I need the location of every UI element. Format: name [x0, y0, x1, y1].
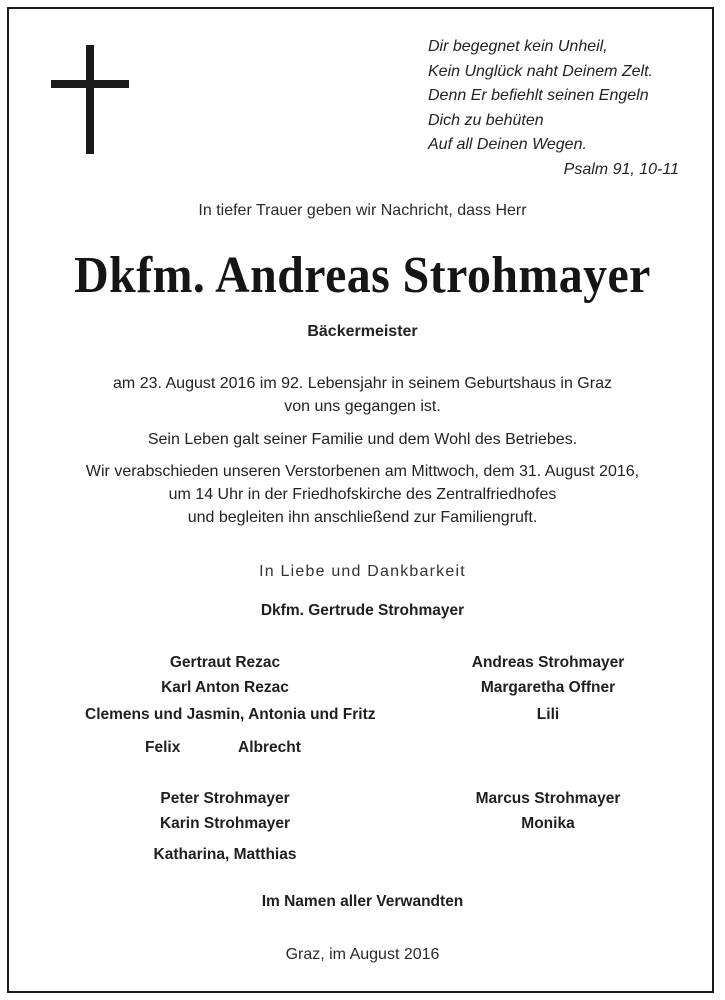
- mourner-name: Marcus Strohmayer: [475, 790, 621, 807]
- mourner-name: Karin Strohmayer: [159, 815, 291, 832]
- mourner-group-left-1: [85, 650, 365, 700]
- mourner-group-right-2: [408, 786, 688, 836]
- widow-name: Dkfm. Gertrude Strohmayer: [260, 602, 465, 619]
- place-date: Graz, im August 2016: [285, 946, 440, 963]
- intro-text: In tiefer Trauer geben wir Nachricht, dass Herr: [198, 202, 527, 219]
- mourner-name: Karl Anton Rezac: [161, 679, 289, 696]
- death-announcement: [0, 372, 725, 418]
- poem-line-3: Denn Er befiehlt seinen Engeln: [428, 87, 649, 104]
- grandchildren-names: Clemens und Jasmin, Antonia und Fritz: [85, 706, 376, 723]
- funeral-line-2: um 14 Uhr in der Friedhofskirche des Zentralfriedhofes: [168, 486, 557, 503]
- poem-line-2: Kein Unglück naht Deinem Zelt.: [428, 62, 653, 80]
- death-line-1: am 23. August 2016 im 92. Lebensjahr in seinem Geburtshaus in Graz: [113, 375, 612, 392]
- mourner-name: Margaretha Offner: [480, 679, 616, 696]
- mourner-group-right-1: [408, 650, 688, 700]
- mourner-name: Monika: [521, 815, 575, 832]
- funeral-line-1: Wir verabschieden unseren Verstorbenen am Mittwoch, dem 31. August 2016,: [85, 463, 640, 480]
- poem-line-5: Auf all Deinen Wegen.: [428, 136, 587, 153]
- grandchildren-left-2: Katharina, Matthias: [153, 846, 297, 863]
- relatives-line: Im Namen aller Verwandten: [261, 893, 464, 910]
- closing-phrase: In Liebe und Dankbarkeit: [259, 563, 466, 580]
- grandchild-right-1: Lili: [536, 706, 560, 723]
- mourner-name: Gertraut Rezac: [169, 654, 281, 671]
- poem-line-1: Dir begegnet kein Unheil,: [428, 38, 608, 55]
- funeral-line-3: und begleiten ihn anschließend zur Familiengruft.: [187, 509, 538, 526]
- mourner-name: Andreas Strohmayer: [471, 654, 625, 671]
- mourner-name: Peter Strohmayer: [160, 790, 290, 807]
- life-line-1: Sein Leben galt seiner Familie und dem Wohl des Betriebes.: [147, 431, 578, 448]
- life-statement: [0, 428, 725, 451]
- death-line-2: von uns gegangen ist.: [284, 398, 441, 415]
- cross-vertical-bar: [86, 45, 94, 154]
- funeral-details: [0, 460, 725, 529]
- psalm-poem: [428, 35, 683, 182]
- poem-line-4: Dich zu behüten: [428, 111, 544, 129]
- cross-horizontal-bar: [51, 80, 129, 88]
- great-grandchild-2: Albrecht: [238, 739, 301, 756]
- mourner-group-left-2: [85, 786, 365, 836]
- psalm-reference: Psalm 91, 10-11: [563, 160, 679, 178]
- deceased-profession: Bäckermeister: [307, 323, 418, 340]
- deceased-name: Dkfm. Andreas Strohmayer: [74, 247, 651, 304]
- grandchildren-left-1: [85, 706, 376, 724]
- great-grandchild-1: Felix: [145, 739, 181, 756]
